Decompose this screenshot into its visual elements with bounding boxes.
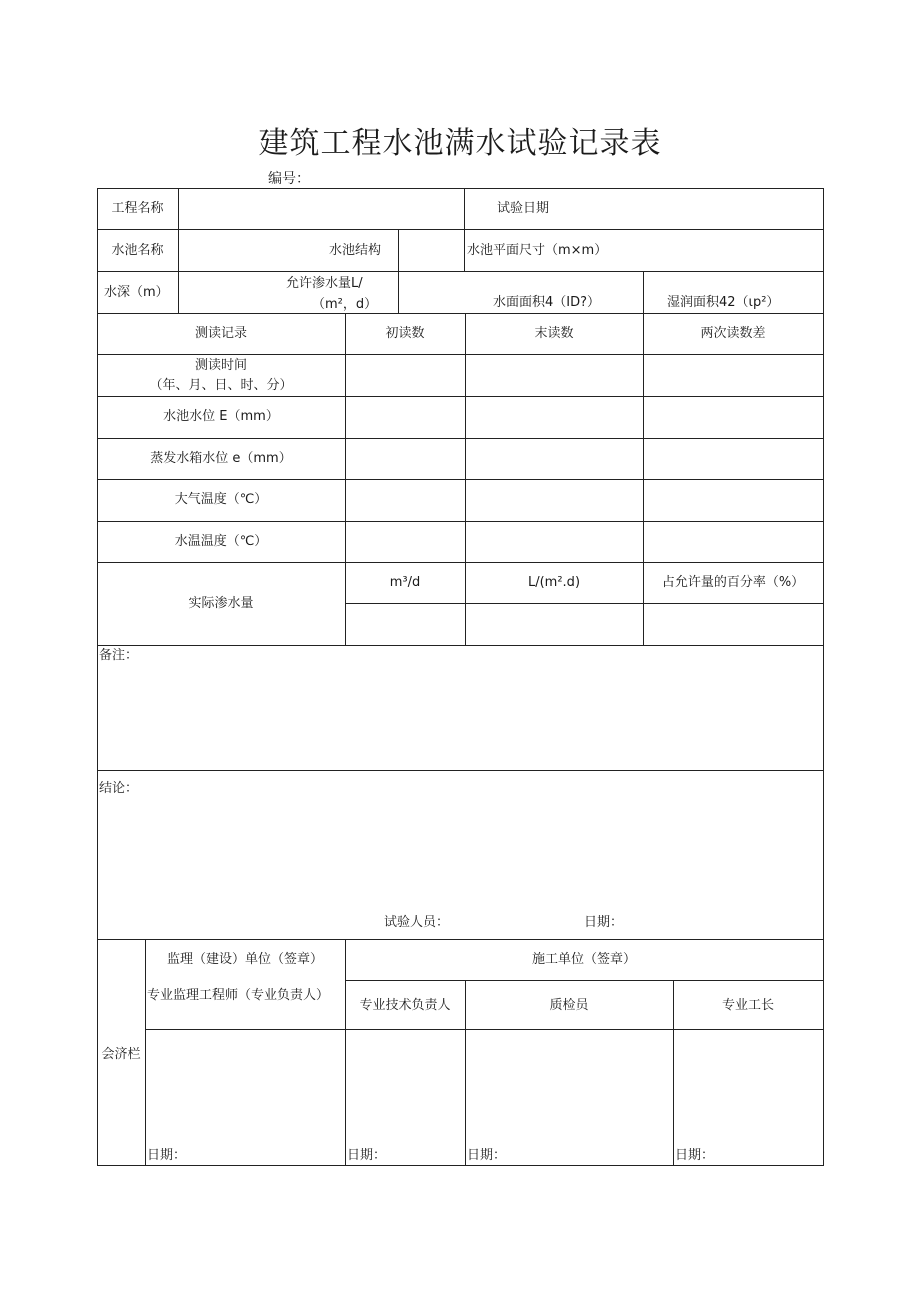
remarks-label: 备注： <box>99 648 139 663</box>
construction-unit-label: 施工单位（签章） <box>531 952 636 967</box>
pool-name-label: 水池名称 <box>111 243 164 258</box>
technical-lead-label: 专业技术负责人 <box>359 998 451 1013</box>
project-name-label: 工程名称 <box>111 201 164 216</box>
foreman-label: 专业工长 <box>721 998 774 1013</box>
final-reading-header: 末读数 <box>534 326 574 341</box>
water-depth-label: 水深（m） <box>104 285 169 300</box>
quality-inspector-label: 质检员 <box>549 998 589 1013</box>
evaporation-tank-level-label: 蒸发水箱水位 e（mm） <box>150 451 292 466</box>
actual-seepage-label: 实际渗水量 <box>188 596 254 611</box>
allowed-seepage-label: 允许渗水量L/ <box>286 276 363 291</box>
supervision-date-label: 日期： <box>147 1148 187 1163</box>
water-surface-area-label: 水面面积4（ID?） <box>493 295 601 310</box>
seepage-unit-m3-per-day: m³/d <box>389 575 421 590</box>
pool-water-level-label: 水池水位 E（mm） <box>163 409 279 424</box>
test-date-label: 试验日期 <box>497 201 550 216</box>
seepage-percentage-label: 占允许量的百分率（%） <box>661 575 805 590</box>
reading-record-header: 测读记录 <box>194 326 247 341</box>
air-temperature-label: 大气温度（℃） <box>174 492 268 507</box>
supervision-engineer-label: 专业监理工程师（专业负责人） <box>147 988 330 1003</box>
countersign-section-label: 会济栏 <box>101 1047 141 1062</box>
pool-size-label: 水池平面尺寸（m×m） <box>467 243 608 258</box>
inspector-date-label: 日期： <box>467 1148 507 1163</box>
serial-number-label: 编号： <box>268 171 310 187</box>
conclusion-label: 结论： <box>99 781 139 796</box>
tester-label: 试验人员： <box>384 915 450 930</box>
initial-reading-header: 初读数 <box>385 326 425 341</box>
tech-lead-date-label: 日期： <box>347 1148 387 1163</box>
conclusion-date-label: 日期： <box>584 915 624 930</box>
reading-time-format: （年、月、日、时、分） <box>149 378 293 393</box>
supervision-unit-label: 监理（建设）单位（签章） <box>166 952 323 967</box>
wet-area-label: 湿润面积42（ιp²） <box>667 295 780 310</box>
water-temperature-label: 水温温度（℃） <box>174 534 268 549</box>
pool-structure-label: 水池结构 <box>329 243 382 258</box>
foreman-date-label: 日期： <box>675 1148 715 1163</box>
reading-difference-header: 两次读数差 <box>700 326 766 341</box>
allowed-seepage-unit: （m²，d） <box>312 297 378 312</box>
reading-time-label: 测读时间 <box>194 358 247 373</box>
seepage-unit-l-per-m2-day: L/(m².d) <box>527 575 581 590</box>
page-title: 建筑工程水池满水试验记录表 <box>258 126 662 161</box>
